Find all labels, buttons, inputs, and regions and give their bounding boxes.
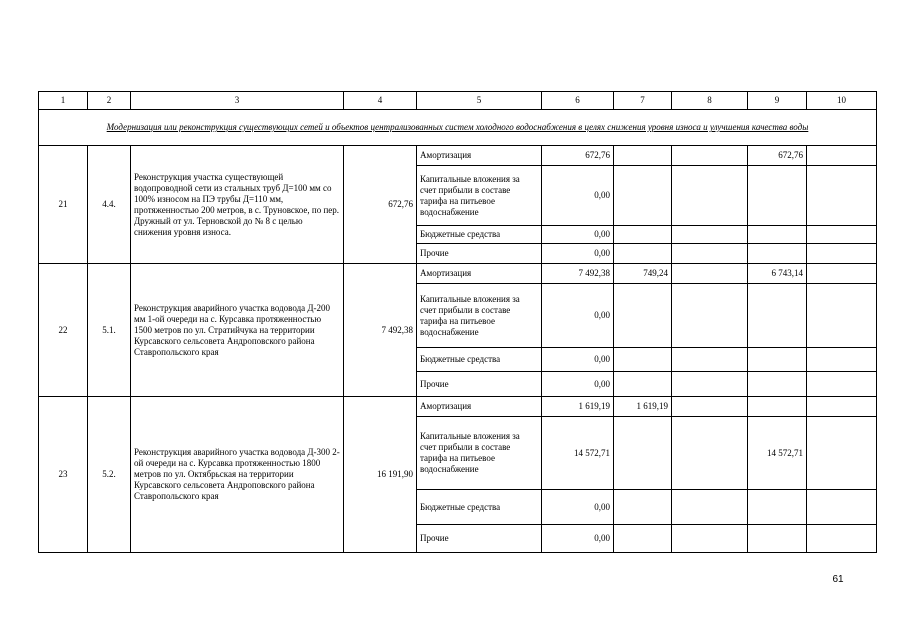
value-col9 (748, 284, 807, 348)
value-col8 (672, 490, 748, 525)
header-cell: 7 (614, 92, 672, 110)
value-col9 (748, 348, 807, 372)
header-cell: 3 (131, 92, 344, 110)
value-col7 (614, 348, 672, 372)
header-cell: 6 (542, 92, 614, 110)
header-row (39, 92, 877, 110)
value-col7 (614, 284, 672, 348)
value-col6: 0,00 (542, 525, 614, 553)
section-row (39, 110, 877, 146)
value-col9 (748, 166, 807, 226)
value-col7: 749,24 (614, 264, 672, 284)
value-col6: 0,00 (542, 490, 614, 525)
value-col6: 1 619,19 (542, 397, 614, 417)
row-number: 22 (39, 264, 88, 397)
source-name: Капитальные вложения за счет прибыли в составе тарифа на питьевое водоснабжение (417, 417, 542, 490)
value-col9 (748, 397, 807, 417)
value-col8 (672, 166, 748, 226)
row-code: 4.4. (88, 146, 131, 264)
row-code: 5.2. (88, 397, 131, 553)
value-col7 (614, 244, 672, 264)
investment-table (38, 91, 877, 553)
value-col8 (672, 284, 748, 348)
value-col9: 14 572,71 (748, 417, 807, 490)
source-name: Бюджетные средства (417, 490, 542, 525)
source-name: Прочие (417, 525, 542, 553)
section-title: Модернизация или реконструкция существующих сетей и объектов централизованных систем холодного водоснабжения в целях снижения уровня износа и улучшения качества воды (39, 110, 877, 146)
header-cell: 8 (672, 92, 748, 110)
value-col6: 672,76 (542, 146, 614, 166)
value-col9 (748, 525, 807, 553)
value-col8 (672, 417, 748, 490)
source-name: Капитальные вложения за счет прибыли в составе тарифа на питьевое водоснабжение (417, 284, 542, 348)
row-total: 7 492,38 (344, 264, 417, 397)
row-description: Реконструкция аварийного участка водовода Д-300 2-ой очереди на с. Курсавка протяженностью 1800 метров по ул. Октябрьская на территории Курсавского сельсовета Андроповского района Ставропольского края (131, 397, 344, 553)
table-row (39, 146, 877, 166)
value-col10 (807, 490, 877, 525)
source-name: Бюджетные средства (417, 226, 542, 244)
value-col8 (672, 397, 748, 417)
row-number: 23 (39, 397, 88, 553)
value-col10 (807, 372, 877, 397)
value-col10 (807, 166, 877, 226)
value-col8 (672, 264, 748, 284)
value-col8 (672, 226, 748, 244)
source-name: Прочие (417, 372, 542, 397)
source-name: Бюджетные средства (417, 348, 542, 372)
source-name: Капитальные вложения за счет прибыли в составе тарифа на питьевое водоснабжение (417, 166, 542, 226)
value-col10 (807, 348, 877, 372)
value-col10 (807, 226, 877, 244)
value-col7 (614, 146, 672, 166)
row-description: Реконструкция аварийного участка водовода Д-200 мм 1-ой очереди на с. Курсавка протяженностью 1500 метров по ул. Стратийчука на территории Курсавского сельсовета Андроповского района Ставропольского края (131, 264, 344, 397)
value-col10 (807, 264, 877, 284)
source-name: Амортизация (417, 146, 542, 166)
value-col7 (614, 372, 672, 397)
value-col10 (807, 244, 877, 264)
value-col9: 672,76 (748, 146, 807, 166)
value-col10 (807, 417, 877, 490)
source-name: Амортизация (417, 397, 542, 417)
value-col9 (748, 490, 807, 525)
value-col7 (614, 226, 672, 244)
value-col6: 0,00 (542, 166, 614, 226)
value-col7 (614, 417, 672, 490)
value-col6: 0,00 (542, 372, 614, 397)
source-name: Прочие (417, 244, 542, 264)
header-cell: 2 (88, 92, 131, 110)
value-col10 (807, 146, 877, 166)
table-row (39, 397, 877, 417)
header-cell: 9 (748, 92, 807, 110)
value-col10 (807, 525, 877, 553)
value-col6: 0,00 (542, 244, 614, 264)
value-col7 (614, 525, 672, 553)
value-col9 (748, 244, 807, 264)
value-col9 (748, 226, 807, 244)
row-code: 5.1. (88, 264, 131, 397)
value-col6: 7 492,38 (542, 264, 614, 284)
value-col8 (672, 348, 748, 372)
value-col8 (672, 146, 748, 166)
value-col9: 6 743,14 (748, 264, 807, 284)
row-total: 16 191,90 (344, 397, 417, 553)
value-col7: 1 619,19 (614, 397, 672, 417)
value-col6: 0,00 (542, 284, 614, 348)
value-col6: 0,00 (542, 348, 614, 372)
row-total: 672,76 (344, 146, 417, 264)
value-col8 (672, 525, 748, 553)
row-description: Реконструкция участка существующей водопроводной сети из стальных труб Д=100 мм со 100% износом на ПЭ трубы Д=110 мм, протяженностью 200 метров, в с. Труновское, по пер. Дружный от ул. Терновской до № 8 с целью снижения уровня износа. (131, 146, 344, 264)
value-col7 (614, 490, 672, 525)
table-row (39, 264, 877, 284)
header-cell: 1 (39, 92, 88, 110)
value-col6: 0,00 (542, 226, 614, 244)
source-name: Амортизация (417, 264, 542, 284)
value-col10 (807, 284, 877, 348)
value-col7 (614, 166, 672, 226)
page-number: 61 (832, 574, 844, 585)
value-col8 (672, 372, 748, 397)
row-number: 21 (39, 146, 88, 264)
value-col9 (748, 372, 807, 397)
header-cell: 4 (344, 92, 417, 110)
header-cell: 5 (417, 92, 542, 110)
value-col10 (807, 397, 877, 417)
value-col6: 14 572,71 (542, 417, 614, 490)
value-col8 (672, 244, 748, 264)
header-cell: 10 (807, 92, 877, 110)
